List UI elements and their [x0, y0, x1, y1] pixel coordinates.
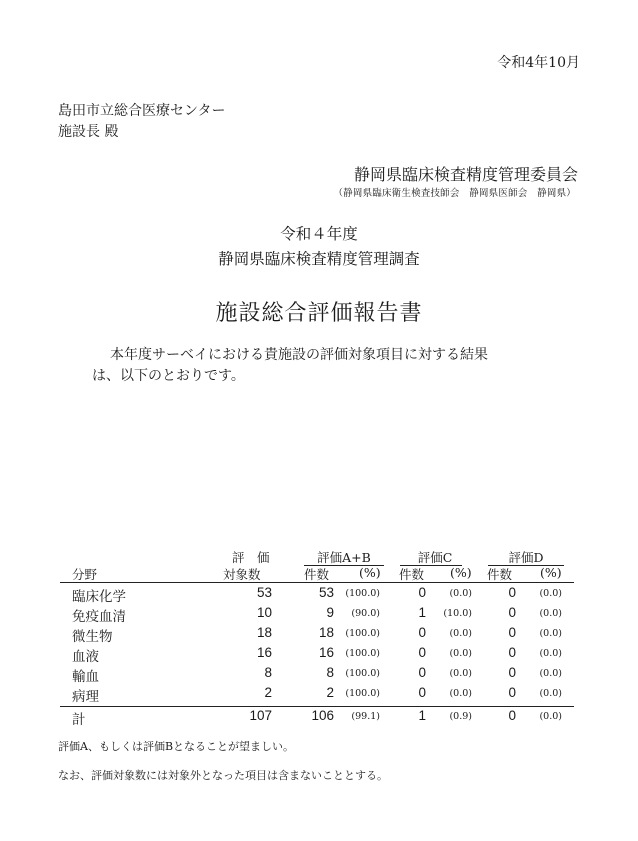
row-d-pct: (0.0): [539, 688, 562, 699]
header-group-ab: 評価A+B: [317, 550, 371, 565]
survey-name: 静岡県臨床検査精度管理調査: [218, 250, 420, 268]
row-d-pct: (0.0): [539, 648, 562, 659]
header-d-count: 件数: [487, 567, 513, 582]
row-d-count: 0: [508, 585, 516, 600]
row-ab-count: 2: [326, 685, 334, 700]
report-date: 令和4年10月: [497, 55, 580, 71]
committee-name: 静岡県臨床検査精度管理委員会: [353, 165, 578, 184]
table-row: [60, 625, 574, 645]
header-group-c: 評価C: [417, 550, 453, 565]
header-group-d: 評価D: [508, 550, 544, 565]
total-c-count: 1: [418, 708, 426, 723]
row-d-count: 0: [508, 625, 516, 640]
recipient-block: [58, 101, 225, 143]
table-total-row: [60, 708, 574, 728]
row-field: 輸血: [72, 669, 99, 685]
row-field: 微生物: [72, 629, 113, 645]
recipient-title: 施設長 殿: [58, 124, 119, 140]
row-field: 病理: [72, 689, 99, 705]
header-d-pct: (%): [540, 565, 562, 580]
total-count: 107: [249, 708, 272, 723]
row-total: 10: [256, 605, 272, 620]
row-d-count: 0: [508, 665, 516, 680]
note-excluded-items: なお、評価対象数には対象外となった項目は含まないこととする。: [58, 769, 388, 782]
row-d-count: 0: [508, 645, 516, 660]
row-c-pct: (0.0): [449, 648, 472, 659]
row-c-count: 0: [418, 685, 426, 700]
header-field: 分野: [72, 567, 98, 582]
intro-line-1: 本年度サーベイにおける貴施設の評価対象項目に対する結果: [110, 347, 488, 363]
row-d-pct: (0.0): [539, 628, 562, 639]
committee-members: （静岡県臨床衛生検査技師会 静岡県医師会 静岡県）: [333, 188, 576, 199]
row-total: 53: [256, 585, 272, 600]
row-ab-pct: (90.0): [351, 608, 380, 619]
row-c-pct: (0.0): [449, 668, 472, 679]
total-field: 計: [72, 712, 86, 728]
row-total: 2: [264, 685, 272, 700]
total-ab-pct: (99.1): [351, 711, 380, 722]
table-row: [60, 605, 574, 625]
row-d-count: 0: [508, 605, 516, 620]
row-ab-pct: (100.0): [345, 668, 380, 679]
total-c-pct: (0.9): [449, 711, 472, 722]
row-ab-pct: (100.0): [345, 648, 380, 659]
row-d-pct: (0.0): [539, 668, 562, 679]
row-ab-count: 18: [318, 625, 334, 640]
table-row: [60, 665, 574, 685]
row-d-count: 0: [508, 685, 516, 700]
row-ab-pct: (100.0): [345, 588, 380, 599]
row-c-pct: (0.0): [449, 688, 472, 699]
header-rule: [60, 582, 574, 583]
row-ab-pct: (100.0): [345, 628, 380, 639]
total-d-pct: (0.0): [539, 711, 562, 722]
row-ab-pct: (100.0): [345, 688, 380, 699]
row-c-pct: (0.0): [449, 628, 472, 639]
recipient-organization: 島田市立総合医療センター: [58, 103, 226, 119]
row-c-pct: (0.0): [449, 588, 472, 599]
intro-line-2: は、以下のとおりです。: [92, 368, 245, 384]
header-eval-top: 評 価: [232, 550, 270, 565]
row-ab-count: 9: [326, 605, 334, 620]
row-c-count: 0: [418, 665, 426, 680]
header-ab-count: 件数: [304, 567, 330, 582]
intro-paragraph: [92, 345, 542, 387]
table-row: [60, 645, 574, 665]
row-ab-count: 16: [318, 645, 334, 660]
header-eval-bottom: 対象数: [223, 567, 261, 582]
header-ab-pct: (%): [359, 565, 381, 580]
fiscal-year: 令和４年度: [280, 225, 358, 243]
row-field: 臨床化学: [72, 589, 126, 605]
row-c-count: 0: [418, 625, 426, 640]
row-total: 8: [264, 665, 272, 680]
total-ab-count: 106: [311, 708, 334, 723]
header-c-count: 件数: [399, 567, 425, 582]
total-d-count: 0: [508, 708, 516, 723]
table-row: [60, 585, 574, 605]
row-c-count: 0: [418, 645, 426, 660]
row-ab-count: 8: [326, 665, 334, 680]
note-desired-evaluation: 評価A、もしくは評価Bとなることが望ましい。: [58, 740, 295, 753]
row-field: 血液: [72, 649, 99, 665]
row-ab-count: 53: [318, 585, 334, 600]
header-c-pct: (%): [450, 565, 472, 580]
row-c-count: 0: [418, 585, 426, 600]
row-field: 免疫血清: [72, 609, 126, 625]
row-d-pct: (0.0): [539, 608, 562, 619]
row-total: 18: [256, 625, 272, 640]
table-row: [60, 685, 574, 705]
page-title: 施設総合評価報告書: [215, 301, 423, 326]
row-total: 16: [256, 645, 272, 660]
total-rule: [60, 706, 574, 707]
row-c-pct: (10.0): [443, 608, 472, 619]
row-d-pct: (0.0): [539, 588, 562, 599]
row-c-count: 1: [418, 605, 426, 620]
